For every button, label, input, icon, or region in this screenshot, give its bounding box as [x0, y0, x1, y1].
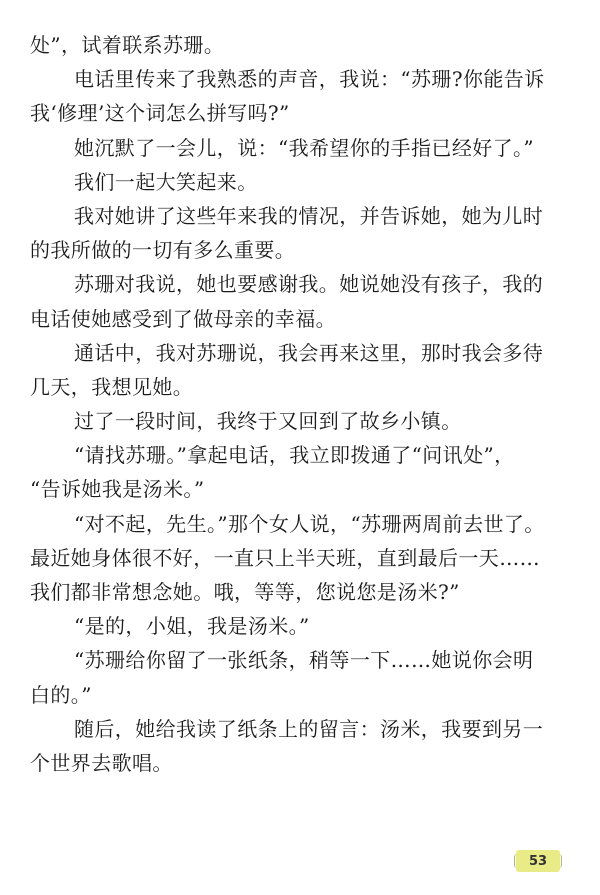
text-line: 她沉默了一会儿，说：“我希望你的手指已经好了。” [74, 135, 535, 160]
text-line: 白的。” [30, 682, 92, 707]
text-line: 通话中，我对苏珊说，我会再来这里，那时我会多待 [74, 340, 544, 365]
text-line: “对不起，先生。”那个女人说，“苏珊两周前去世了。 [74, 511, 545, 536]
text-line: 最近她身体很不好，一直只上半天班，直到最后一天…… [30, 545, 540, 570]
text-line: 几天，我想见她。 [30, 374, 194, 399]
text-line: 处”，试着联系苏珊。 [30, 33, 225, 57]
text-line: 随后，她给我读了纸条上的留言：汤米，我要到另一 [74, 716, 544, 741]
text-line: 电话使她感受到了做母亲的幸福。 [30, 306, 336, 331]
text-line: “苏珊给你留了一张纸条，稍等一下……她说你会明 [74, 648, 534, 673]
body-text [30, 28, 575, 780]
text-line: “请找苏珊。”拿起电话，我立即拨通了“问讯处”， [74, 443, 515, 468]
text-line: 电话里传来了我熟悉的声音，我说：“苏珊?你能告诉 [74, 67, 545, 92]
text-line: 我们一起大笑起来。 [74, 169, 258, 194]
text-line: 个世界去歌唱。 [30, 750, 173, 775]
text-line: “告诉她我是汤米。” [30, 477, 205, 502]
text-line: 我对她讲了这些年来我的情况，并告诉她，她为儿时 [74, 203, 544, 228]
text-line: 我们都非常想念她。哦，等等，您说您是汤米?” [30, 580, 460, 604]
text-line: 的我所做的一切有多么重要。 [30, 238, 296, 263]
text-line: 苏珊对我说，她也要感谢我。她说她没有孩子，我的 [74, 272, 544, 297]
text-line: 我‘修理’这个词怎么拼写吗?” [30, 101, 290, 126]
page-number: 53 [516, 850, 560, 872]
text-line: “是的，小姐，我是汤米。” [74, 614, 310, 639]
text-line: 过了一段时间，我终于又回到了故乡小镇。 [74, 409, 462, 434]
